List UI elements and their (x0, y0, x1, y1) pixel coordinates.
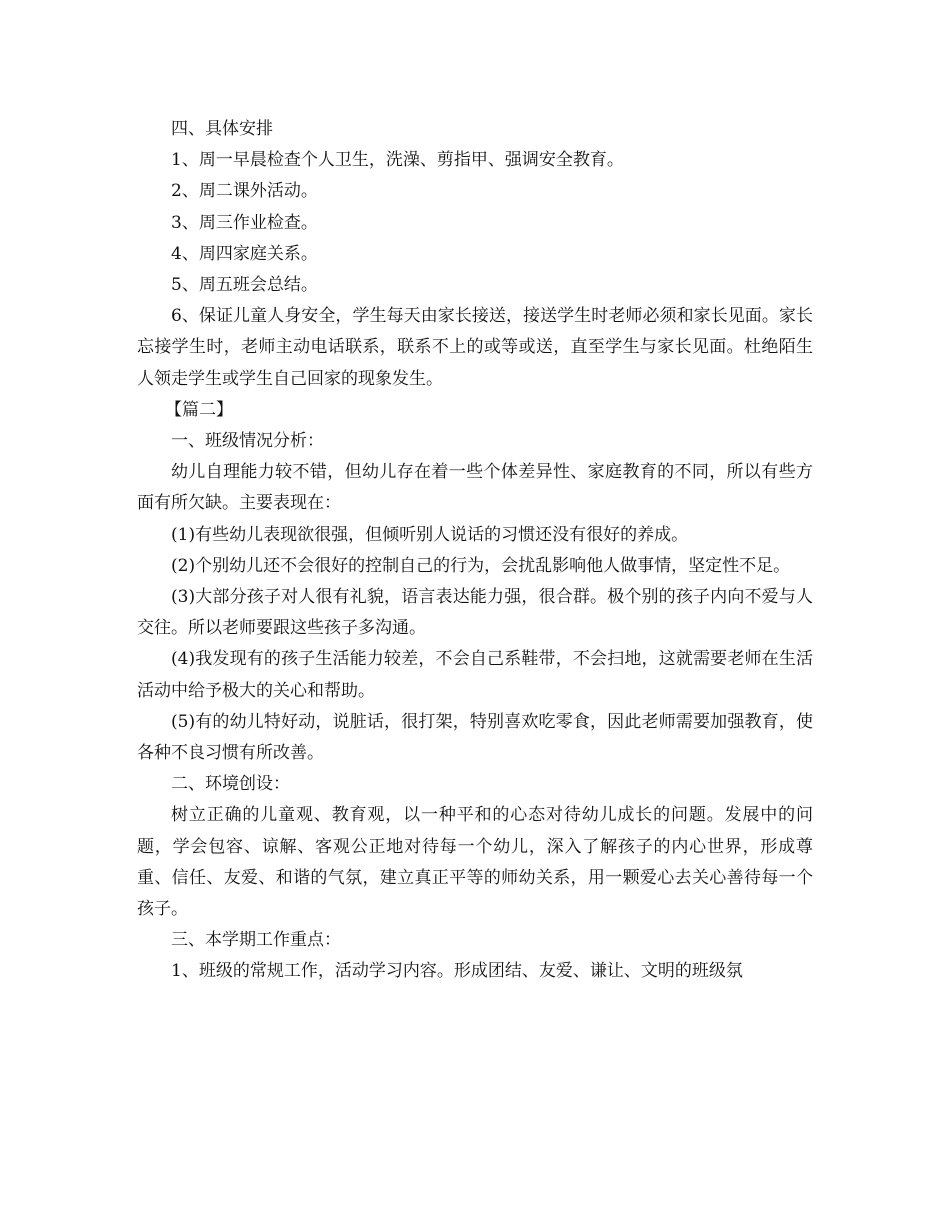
list-item-monday: 1、周一早晨检查个人卫生，洗澡、剪指甲、强调安全教育。 (171, 150, 624, 171)
heading-specific-arrangements: 四、具体安排 (171, 119, 273, 139)
list-item-point-3: (3)大部分孩子对人很有礼貌，语言表达能力强，很合群。极个别的孩子内向不爱与人交往。所以老师要跟这些孩子多沟通。 (137, 587, 813, 639)
heading-key-work: 三、本学期工作重点： (171, 930, 341, 951)
list-item-thursday: 4、周四家庭关系。 (171, 243, 318, 264)
heading-class-analysis: 一、班级情况分析： (171, 431, 324, 452)
list-item-point-1: (1)有些幼儿表现欲很强，但倾听别人说话的习惯还没有很好的养成。 (171, 524, 689, 545)
paragraph-environment: 树立正确的儿童观、教育观，以一种平和的心态对待幼儿成长的问题。发展中的问题，学会包容、谅解、客观公正地对待每一个幼儿，深入了解孩子的内心世界，形成尊重、信任、友爱、和谐的气氛，建立真正平等的师幼关系，用一颗爱心去关心善待每一个孩子。 (137, 805, 813, 920)
list-item-friday: 5、周五班会总结。 (171, 275, 318, 296)
list-item-point-2: (2)个别幼儿还不会很好的控制自己的行为，会扰乱影响他人做事情，坚定性不足。 (171, 555, 791, 576)
list-item-tuesday: 2、周二课外活动。 (171, 181, 318, 202)
list-item-wednesday: 3、周三作业检查。 (171, 212, 318, 233)
document-body (137, 114, 813, 988)
section-tag-part-two: 【篇二】 (165, 399, 233, 420)
list-item-key-work-1: 1、班级的常规工作，活动学习内容。形成团结、友爱、谦让、文明的班级氛 (171, 961, 743, 982)
list-item-point-5: (5)有的幼儿特好动，说脏话，很打架，特别喜欢吃零食，因此老师需要加强教育，使各种不良习惯有所改善。 (137, 711, 813, 764)
heading-environment: 二、环境创设： (171, 774, 290, 795)
list-item-point-4: (4)我发现有的孩子生活能力较差，不会自己系鞋带，不会扫地，这就需要老师在生活活动中给予极大的关心和帮助。 (137, 649, 813, 701)
list-item-safety: 6、保证儿童人身安全，学生每天由家长接送，接送学生时老师必须和家长见面。家长忘接学生时，老师主动电话联系，联系不上的或等或送，直至学生与家长见面。杜绝陌生人领走学生或学生自己回家的现象发生。 (137, 306, 813, 389)
paragraph-analysis-intro: 幼儿自理能力较不错，但幼儿存在着一些个体差异性、家庭教育的不同，所以有些方面有所欠缺。主要表现在： (137, 462, 813, 514)
